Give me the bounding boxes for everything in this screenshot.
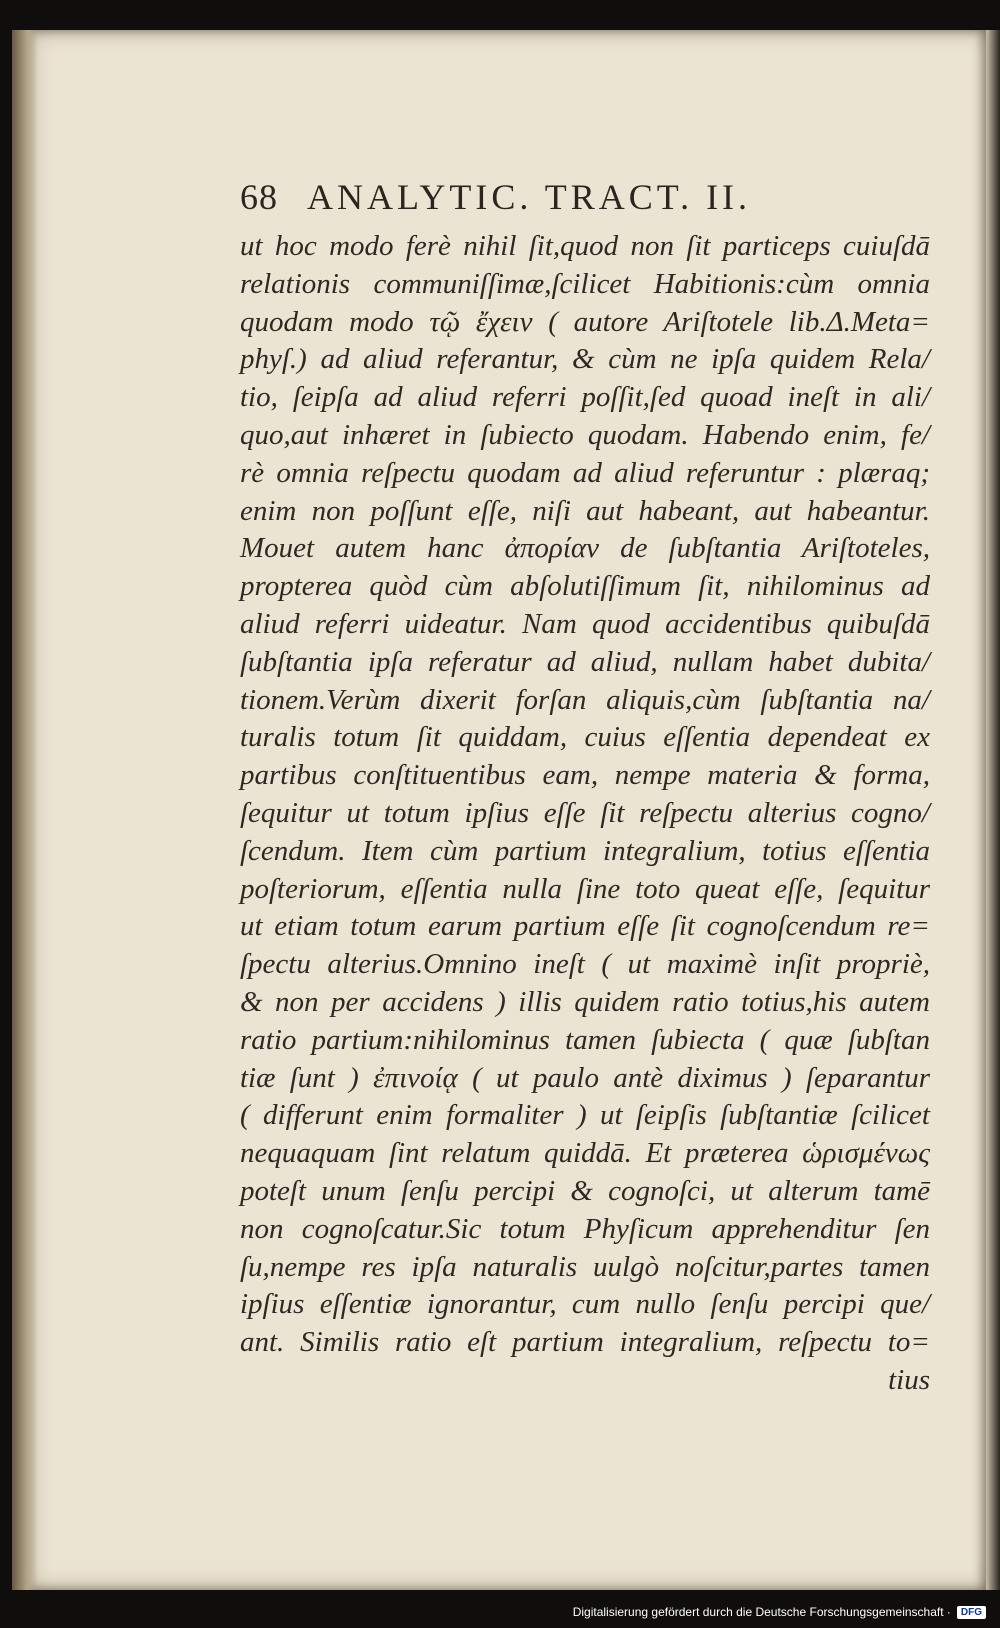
text-line: ſequitur ut totum ipſius eſſe ſit reſpectu alterius cogno/ [240, 796, 930, 829]
page-number: 68 [240, 177, 278, 217]
text-line: quodam modo τῷ ἔχειν ( autore Ariſtotele lib.Δ.Meta= [240, 305, 930, 338]
text-line: ut hoc modo ferè nihil ſit,quod non ſit particeps cuiuſdā [240, 230, 930, 262]
text-line: ipſius eſſentiæ ignorantur, cum nullo ſenſu percipi que/ [240, 1288, 930, 1321]
text-line: tio, ſeipſa ad aliud referri poſſit,ſed quoad ineſt in ali/ [240, 381, 930, 414]
digitization-credit [573, 1602, 986, 1622]
text-line: enim non poſſunt eſſe, niſi aut habeant, aut habeantur. [240, 494, 930, 527]
text-line: turalis totum ſit quiddam, cuius eſſentia dependeat ex [240, 721, 930, 754]
book-gutter [12, 30, 38, 1590]
text-line: tiæ ſunt ) ἐπινοίᾳ ( ut paulo antè diximus ) ſeparantur [240, 1061, 930, 1094]
text-line: Mouet autem hanc ἀπορίαν de ſubſtantia Ariſtoteles, [240, 532, 930, 565]
text-line: ( differunt enim formaliter ) ut ſeipſis ſubſtantiæ ſcilicet [240, 1099, 930, 1132]
text-line: ſpectu alterius.Omnino ineſt ( ut maximè inſit propriè, [240, 948, 930, 981]
text-line: relationis communiſſimæ,ſcilicet Habitionis:cùm omnia [240, 267, 930, 300]
text-line: tius [888, 1363, 930, 1396]
text-line: aliud referri uideatur. Nam quod accidentibus quibuſdā [240, 607, 930, 640]
text-line: tionem.Verùm dixerit forſan aliquis,cùm ſubſtantia na/ [240, 683, 930, 716]
text-line: phyſ.) ad aliud referantur, & cùm ne ipſa quidem Rela/ [240, 343, 930, 376]
text-line: non cognoſcatur.Sic totum Phyſicum apprehenditur ſen [240, 1212, 930, 1245]
running-head-title: ANALYTIC. TRACT. II. [307, 177, 752, 217]
text-line: nequaquam ſint relatum quiddā. Et præterea ὡρισμένως [240, 1137, 930, 1170]
dfg-logo: DFG [957, 1606, 986, 1619]
text-line: ut etiam totum earum partium eſſe ſit cognoſcendum re= [240, 910, 930, 943]
text-line: propterea quòd cùm abſolutiſſimum ſit, nihilominus ad [240, 570, 930, 603]
text-line: & non per accidens ) illis quidem ratio totius,his autem [240, 985, 930, 1018]
text-line: ratio partium:nihilominus tamen ſubiecta ( quæ ſubſtan [240, 1023, 930, 1056]
page-edge [986, 30, 1000, 1590]
text-line: poteſt unum ſenſu percipi & cognoſci, ut alterum tamē [240, 1174, 930, 1207]
text-line: partibus conſtituentibus eam, nempe materia & forma, [240, 759, 930, 792]
credit-text: Digitalisierung gefördert durch die Deutsche Forschungsgemeinschaft · [572, 1605, 951, 1619]
text-line: ſu,nempe res ipſa naturalis uulgò noſcitur,partes tamen [240, 1250, 930, 1283]
running-header [240, 176, 940, 226]
text-line: quo,aut inhæret in ſubiecto quodam. Habendo enim, fe/ [240, 418, 930, 451]
body-text [240, 228, 930, 1400]
text-line: ſcendum. Item cùm partium integralium, totius eſſentia [240, 834, 930, 867]
text-line: poſteriorum, eſſentia nulla ſine toto queat eſſe, ſequitur [240, 872, 930, 905]
text-line: rè omnia reſpectu quodam ad aliud referuntur : plæraq; [240, 456, 930, 489]
text-line: ſubſtantia ipſa referatur ad aliud, nullam habet dubita/ [240, 645, 930, 678]
text-line: ant. Similis ratio eſt partium integralium, reſpectu to= [240, 1326, 930, 1359]
